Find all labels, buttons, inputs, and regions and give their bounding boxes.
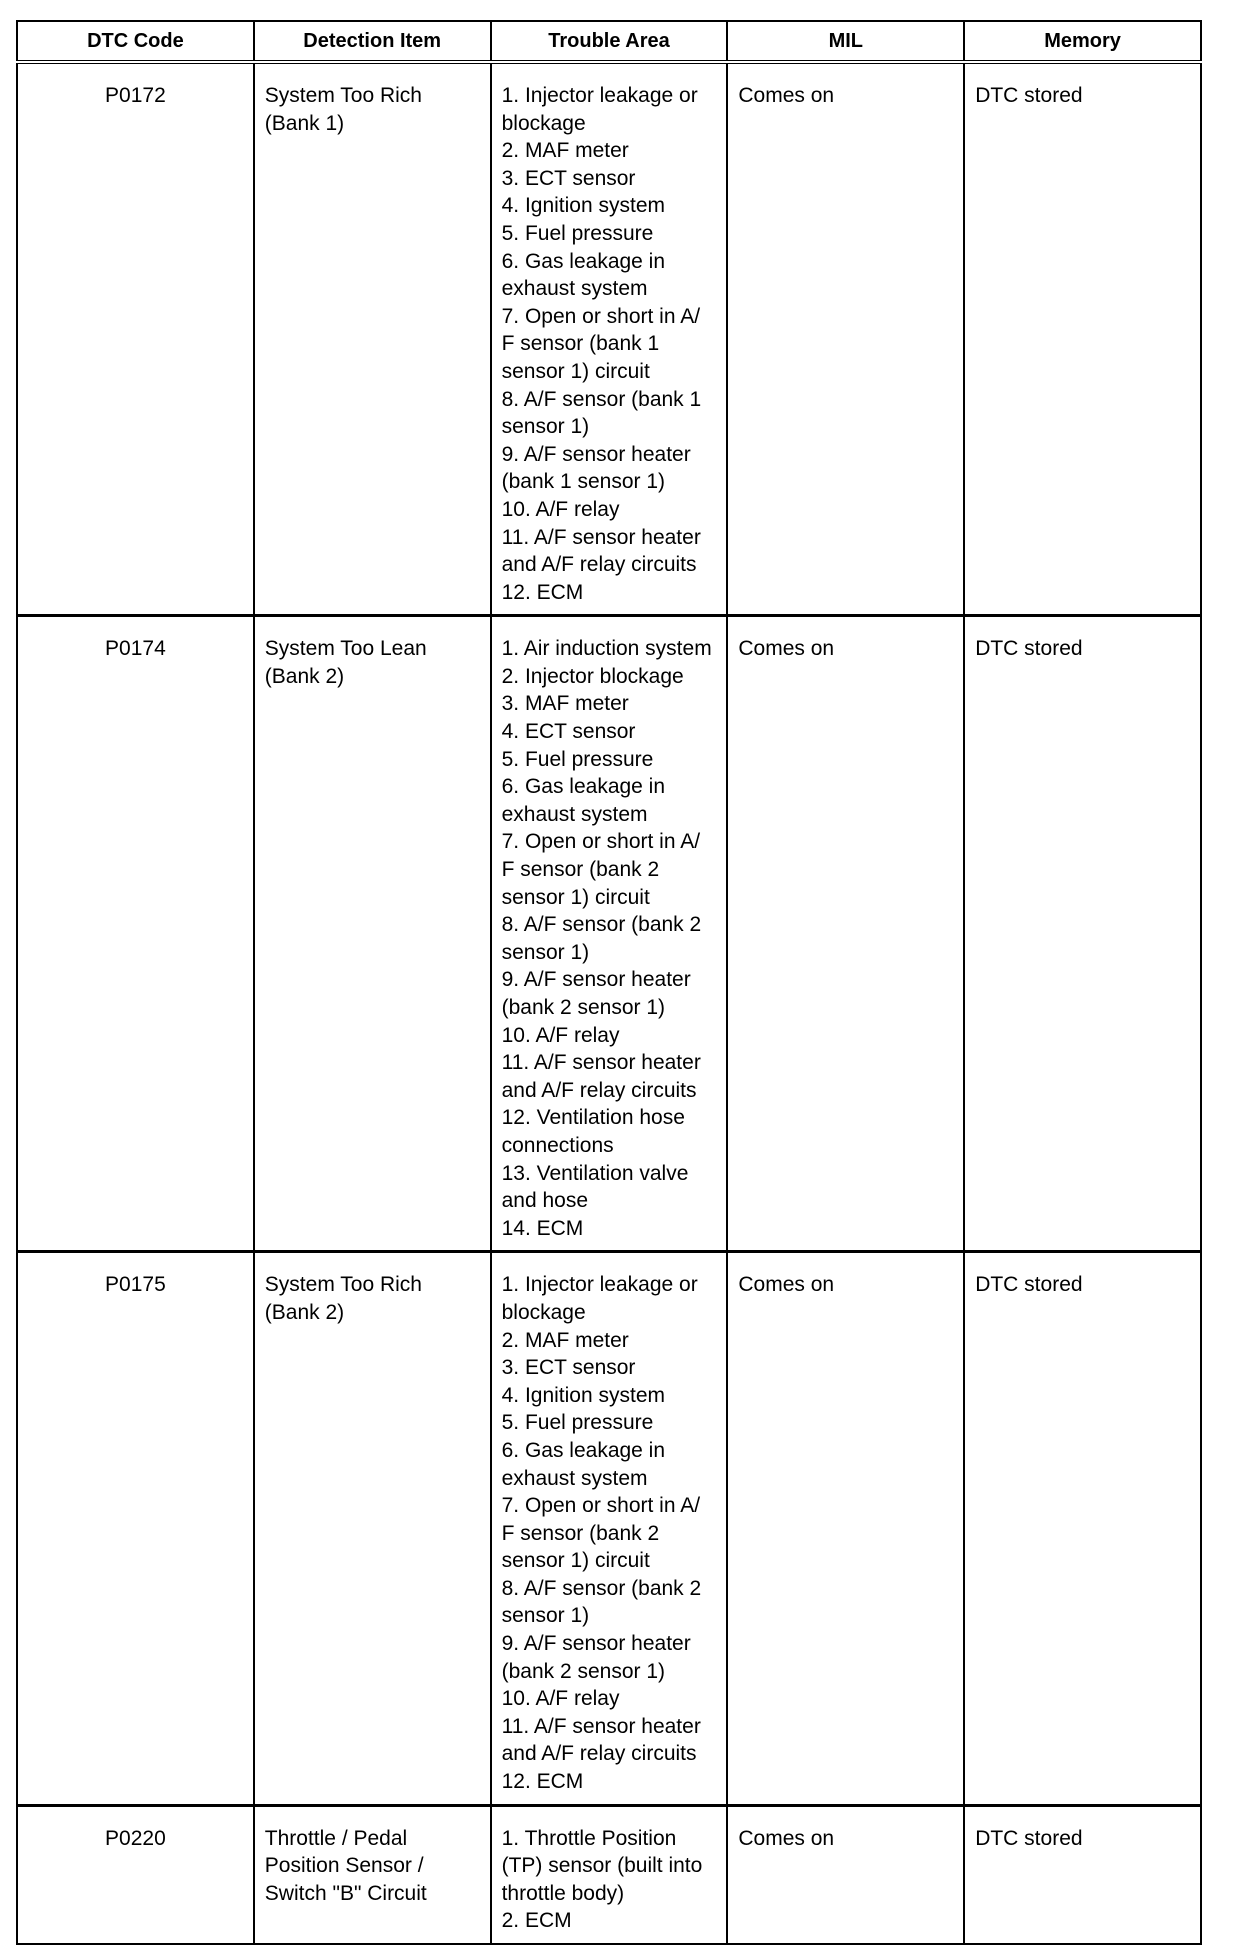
header-mil: MIL xyxy=(727,21,964,62)
trouble-area-cell xyxy=(491,1252,728,1805)
table-header xyxy=(17,21,1201,62)
table-row xyxy=(17,62,1201,616)
trouble-area-item: 1. Air induction system xyxy=(501,637,712,661)
trouble-area-item: 8. A/F sensor (bank 2 sensor 1) xyxy=(501,1576,702,1628)
trouble-area-item: 6. Gas leakage in exhaust system xyxy=(501,249,666,301)
trouble-area-item: 11. A/F sensor heater and A/F relay circuits xyxy=(501,525,701,577)
dtc-code-cell: P0174 xyxy=(17,616,254,1252)
trouble-area-item: 3. MAF meter xyxy=(501,692,629,716)
trouble-area-cell xyxy=(491,62,728,616)
detection-item-line: (Bank 2) xyxy=(264,664,345,688)
header-dtc-code: DTC Code xyxy=(17,21,254,62)
trouble-area-item: 1. Throttle Position (TP) sensor (built into throttle body) xyxy=(501,1826,703,1905)
trouble-area-item: 6. Gas leakage in exhaust system xyxy=(501,775,666,826)
trouble-area-item: 11. A/F sensor heater and A/F relay circuits xyxy=(501,1714,701,1766)
detection-item-line: Position Sensor / xyxy=(264,1854,424,1878)
trouble-area-item: 10. A/F relay xyxy=(501,1687,620,1711)
trouble-area-item: 12. ECM xyxy=(501,580,584,604)
memory-cell: DTC stored xyxy=(964,1252,1201,1805)
table-row xyxy=(17,1805,1201,1944)
trouble-area-cell xyxy=(491,616,728,1252)
trouble-area-item: 5. Fuel pressure xyxy=(501,221,654,245)
table-row xyxy=(17,1252,1201,1805)
detection-item-line: System Too Lean xyxy=(264,637,427,661)
trouble-area-item: 3. ECT sensor xyxy=(501,1356,636,1380)
mil-cell: Comes on xyxy=(727,1252,964,1805)
mil-cell: Comes on xyxy=(727,1805,964,1944)
trouble-area-item: 10. A/F relay xyxy=(501,497,620,521)
dtc-code-cell: P0175 xyxy=(17,1252,254,1805)
detection-item-cell xyxy=(254,1805,491,1944)
header-detection-item: Detection Item xyxy=(254,21,491,62)
table-row xyxy=(17,616,1201,1252)
detection-item-cell xyxy=(254,62,491,616)
dtc-code-cell: P0220 xyxy=(17,1805,254,1944)
trouble-area-item: 4. Ignition system xyxy=(501,194,665,218)
trouble-area-item: 2. Injector blockage xyxy=(501,664,684,688)
detection-item-line: (Bank 1) xyxy=(264,111,345,135)
trouble-area-item: 1. Injector leakage or blockage xyxy=(501,84,698,135)
trouble-area-item: 2. MAF meter xyxy=(501,139,629,163)
memory-cell: DTC stored xyxy=(964,62,1201,616)
memory-cell: DTC stored xyxy=(964,616,1201,1252)
trouble-area-item: 6. Gas leakage in exhaust system xyxy=(501,1438,666,1490)
detection-item-line: Throttle / Pedal xyxy=(264,1826,408,1850)
detection-item-line: (Bank 2) xyxy=(264,1300,345,1324)
table-body xyxy=(17,62,1201,1944)
header-trouble-area: Trouble Area xyxy=(491,21,728,62)
trouble-area-item: 9. A/F sensor heater (bank 2 sensor 1) xyxy=(501,1632,691,1683)
dtc-table xyxy=(16,20,1202,1945)
trouble-area-item: 7. Open or short in A/ F sensor (bank 1 sensor 1) circuit xyxy=(501,304,701,383)
trouble-area-item: 4. ECT sensor xyxy=(501,720,636,744)
mil-cell: Comes on xyxy=(727,616,964,1252)
trouble-area-item: 12. ECM xyxy=(501,1770,584,1794)
trouble-area-item: 10. A/F relay xyxy=(501,1023,620,1047)
trouble-area-item: 2. ECM xyxy=(501,1909,572,1933)
trouble-area-item: 9. A/F sensor heater (bank 2 sensor 1) xyxy=(501,968,691,1019)
trouble-area-item: 12. Ventilation hose connections xyxy=(501,1106,685,1157)
dtc-code-cell: P0172 xyxy=(17,62,254,616)
trouble-area-item: 5. Fuel pressure xyxy=(501,747,654,771)
trouble-area-item: 7. Open or short in A/ F sensor (bank 2 sensor 1) circuit xyxy=(501,830,701,909)
trouble-area-item: 1. Injector leakage or blockage xyxy=(501,1273,698,1324)
detection-item-line: Switch "B" Circuit xyxy=(264,1881,427,1905)
detection-item-cell xyxy=(254,616,491,1252)
trouble-area-item: 11. A/F sensor heater and A/F relay circuits xyxy=(501,1051,701,1102)
detection-item-line: System Too Rich xyxy=(264,1273,422,1297)
trouble-area-item: 14. ECM xyxy=(501,1216,584,1240)
memory-cell: DTC stored xyxy=(964,1805,1201,1944)
trouble-area-item: 3. ECT sensor xyxy=(501,166,636,190)
detection-item-line: System Too Rich xyxy=(264,84,422,107)
trouble-area-item: 4. Ignition system xyxy=(501,1383,665,1407)
trouble-area-item: 7. Open or short in A/ F sensor (bank 2 sensor 1) circuit xyxy=(501,1494,701,1573)
trouble-area-item: 5. Fuel pressure xyxy=(501,1411,654,1435)
header-memory: Memory xyxy=(964,21,1201,62)
trouble-area-item: 8. A/F sensor (bank 2 sensor 1) xyxy=(501,913,702,964)
trouble-area-cell xyxy=(491,1805,728,1944)
trouble-area-item: 13. Ventilation valve and hose xyxy=(501,1161,689,1213)
trouble-area-item: 2. MAF meter xyxy=(501,1328,629,1352)
header-row xyxy=(17,21,1201,62)
trouble-area-item: 9. A/F sensor heater (bank 1 sensor 1) xyxy=(501,442,691,494)
mil-cell: Comes on xyxy=(727,62,964,616)
trouble-area-item: 8. A/F sensor (bank 1 sensor 1) xyxy=(501,387,702,439)
detection-item-cell xyxy=(254,1252,491,1805)
